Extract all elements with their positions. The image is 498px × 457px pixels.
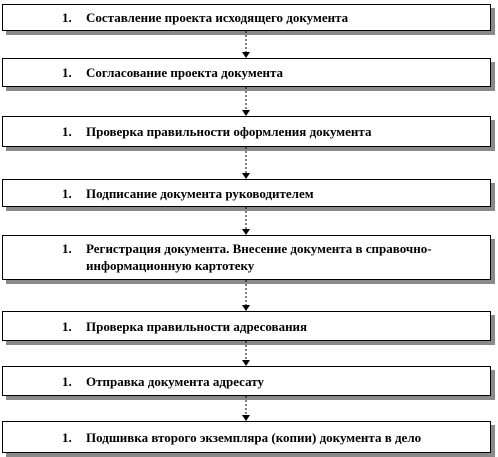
step-6-text: Проверка правильности адресования: [86, 318, 308, 334]
step-8-number: 1.: [62, 429, 72, 445]
step-4-text: Подписание документа руководителем: [86, 185, 314, 201]
step-5-text: Регистрация документа. Внесение документа в справочно-информационную картотеку: [86, 241, 432, 273]
step-6-number: 1.: [62, 318, 72, 334]
step-5-box: [2, 235, 491, 280]
step-7-number: 1.: [62, 373, 72, 389]
step-7-box: [2, 366, 491, 396]
step-5-number: 1.: [62, 241, 72, 256]
step-8-text: Подшивка второго экземпляра (копии) документа в дело: [86, 429, 422, 445]
step-6-box: [2, 311, 491, 341]
step-1-box: [2, 4, 491, 31]
step-3-box: [2, 116, 491, 147]
step-1-text: Составление проекта исходящего документа: [86, 10, 349, 25]
step-4-number: 1.: [62, 185, 72, 201]
step-2-text: Согласование проекта документа: [86, 65, 284, 80]
step-8-box: [2, 421, 491, 453]
step-4-box: [2, 179, 491, 207]
step-3-number: 1.: [62, 124, 72, 139]
step-3-text: Проверка правильности оформления документа: [86, 124, 372, 139]
step-7-text: Отправка документа адресату: [86, 373, 264, 389]
step-2-number: 1.: [62, 65, 72, 80]
step-2-box: [2, 58, 491, 87]
step-1-number: 1.: [62, 10, 72, 25]
